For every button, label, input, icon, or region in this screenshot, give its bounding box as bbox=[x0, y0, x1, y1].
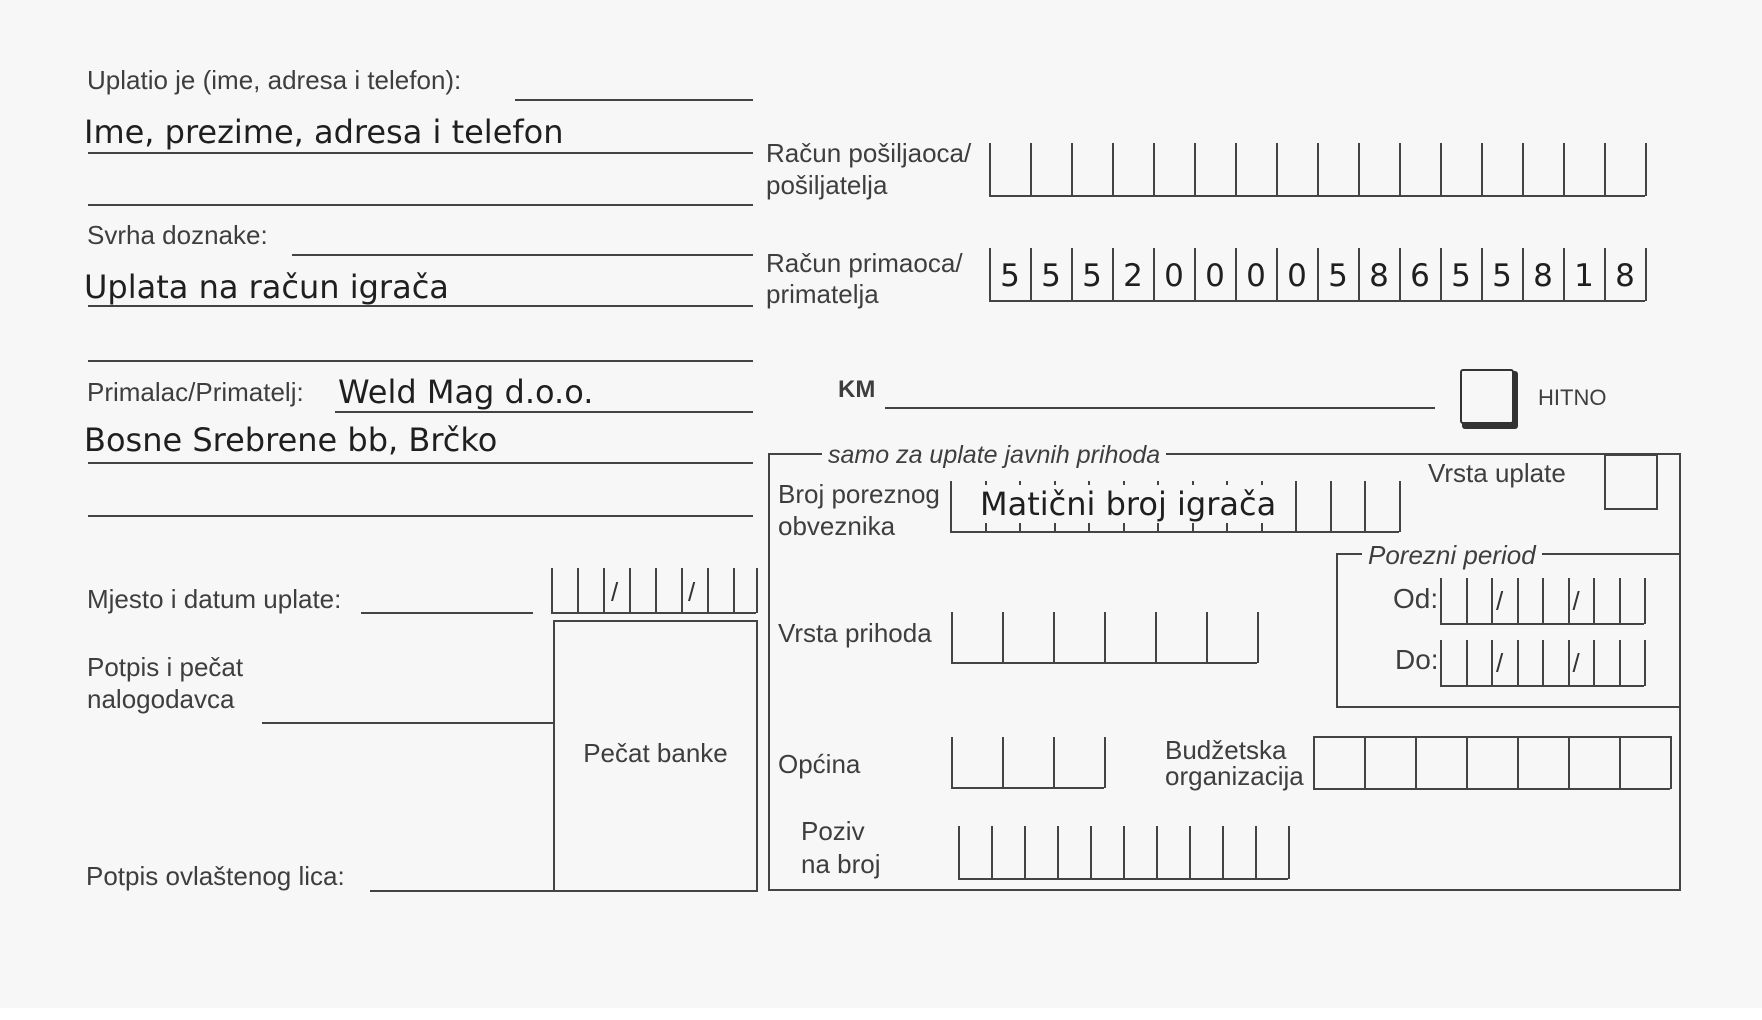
comb-divider bbox=[1491, 640, 1493, 686]
comb-divider bbox=[1619, 578, 1621, 624]
period-to-label: Do: bbox=[1395, 644, 1439, 675]
comb-divider bbox=[1112, 143, 1114, 196]
recipient-line-3 bbox=[88, 515, 753, 517]
signature-line bbox=[262, 722, 554, 724]
comb-divider bbox=[1645, 143, 1647, 196]
date-tick bbox=[577, 568, 579, 613]
place-line bbox=[361, 612, 533, 614]
date-tick bbox=[603, 568, 605, 613]
comb-divider bbox=[1257, 612, 1259, 663]
km-amount-line[interactable] bbox=[885, 407, 1435, 409]
account-digit: 0 bbox=[1164, 258, 1184, 294]
payer-line-3 bbox=[88, 204, 753, 206]
comb-divider bbox=[1645, 248, 1647, 301]
comb-topline bbox=[1313, 736, 1670, 738]
comb-divider bbox=[1517, 640, 1519, 686]
comb-divider bbox=[1593, 640, 1595, 686]
comb-divider bbox=[991, 826, 993, 879]
account-digit: 8 bbox=[1533, 258, 1553, 294]
date-slash: / bbox=[611, 577, 619, 607]
comb-divider bbox=[1568, 736, 1570, 789]
date-tick bbox=[681, 568, 683, 613]
account-digit: 5 bbox=[1000, 258, 1020, 294]
place-date-label: Mjesto i datum uplate: bbox=[87, 584, 342, 614]
recipient-label: Primalac/Primatelj: bbox=[87, 377, 304, 407]
date-tick bbox=[733, 568, 735, 613]
date-slash: / bbox=[1496, 586, 1504, 616]
comb-divider bbox=[1619, 640, 1621, 686]
comb-divider bbox=[1542, 640, 1544, 686]
budget-org-label-2: organizacija bbox=[1165, 761, 1304, 791]
recipient-account-label-2: primatelja bbox=[766, 279, 879, 309]
comb-divider bbox=[1593, 578, 1595, 624]
comb-divider bbox=[1206, 612, 1208, 663]
comb-divider bbox=[1030, 143, 1032, 196]
signature-seal-label-1: Potpis i pečat bbox=[87, 652, 244, 682]
comb-divider bbox=[1255, 826, 1257, 879]
km-label: KM bbox=[838, 376, 876, 403]
comb-divider bbox=[1317, 143, 1319, 196]
reference-label-2: na broj bbox=[801, 849, 881, 879]
purpose-value[interactable]: Uplata na račun igrača bbox=[84, 268, 449, 306]
comb-divider bbox=[1568, 640, 1570, 686]
comb-divider bbox=[1619, 736, 1621, 789]
comb-divider bbox=[1568, 578, 1570, 624]
comb-divider bbox=[1276, 143, 1278, 196]
comb-divider bbox=[1517, 578, 1519, 624]
comb-divider bbox=[1330, 481, 1332, 532]
comb-divider bbox=[1399, 143, 1401, 196]
comb-divider bbox=[1288, 826, 1290, 879]
revenue-type-label: Vrsta prihoda bbox=[778, 618, 932, 648]
comb-divider bbox=[1542, 578, 1544, 624]
budget-org-label-1: Budžetska bbox=[1165, 735, 1287, 765]
account-digit: 8 bbox=[1615, 258, 1635, 294]
sender-account-label-1: Račun pošiljaoca/ bbox=[766, 138, 972, 168]
comb-divider bbox=[951, 737, 953, 788]
date-tick bbox=[756, 568, 758, 613]
date-baseline bbox=[551, 612, 756, 614]
comb-divider bbox=[1313, 736, 1315, 789]
payer-label: Uplatio je (ime, adresa i telefon): bbox=[87, 65, 462, 95]
comb-divider bbox=[1481, 143, 1483, 196]
account-digit: 6 bbox=[1410, 258, 1430, 294]
recipient-address-value[interactable]: Bosne Srebrene bb, Brčko bbox=[84, 421, 498, 459]
period-from-label: Od: bbox=[1393, 583, 1439, 614]
account-digit: 2 bbox=[1123, 258, 1143, 294]
account-digit: 5 bbox=[1451, 258, 1471, 294]
comb-divider bbox=[951, 612, 953, 663]
comb-divider bbox=[1053, 737, 1055, 788]
account-digit: 8 bbox=[1369, 258, 1389, 294]
taxpayer-number-label-2: obveznika bbox=[778, 511, 896, 541]
payment-type-box[interactable] bbox=[1604, 454, 1658, 510]
date-tick bbox=[629, 568, 631, 613]
comb-divider bbox=[1364, 736, 1366, 789]
date-tick bbox=[655, 568, 657, 613]
comb-divider bbox=[1071, 143, 1073, 196]
comb-baseline bbox=[951, 787, 1104, 789]
municipality-label: Općina bbox=[778, 749, 861, 779]
signature-seal-label-2: nalogodavca bbox=[87, 684, 235, 714]
comb-divider bbox=[1440, 640, 1442, 686]
recipient-line-1 bbox=[335, 411, 753, 413]
payer-line-2 bbox=[88, 152, 753, 154]
date-slash: / bbox=[1572, 586, 1580, 616]
comb-divider bbox=[1522, 143, 1524, 196]
payer-value[interactable]: Ime, prezime, adresa i telefon bbox=[84, 113, 564, 151]
comb-divider bbox=[1057, 826, 1059, 879]
account-digit: 5 bbox=[1328, 258, 1348, 294]
account-digit: 0 bbox=[1246, 258, 1266, 294]
comb-divider bbox=[1466, 578, 1468, 624]
comb-divider bbox=[1440, 578, 1442, 624]
taxpayer-number-value[interactable]: Matični broj igrača bbox=[976, 485, 1280, 523]
sender-account-label-2: pošiljatelja bbox=[766, 170, 888, 200]
comb-divider bbox=[1194, 143, 1196, 196]
comb-divider bbox=[1090, 826, 1092, 879]
date-tick bbox=[707, 568, 709, 613]
comb-divider bbox=[1024, 826, 1026, 879]
account-digit: 5 bbox=[1492, 258, 1512, 294]
comb-divider bbox=[1440, 143, 1442, 196]
taxpayer-number-label-1: Broj poreznog bbox=[778, 479, 940, 509]
payer-line-1 bbox=[515, 99, 753, 101]
comb-divider bbox=[1002, 612, 1004, 663]
date-slash: / bbox=[688, 577, 696, 607]
comb-divider bbox=[1002, 737, 1004, 788]
comb-divider bbox=[1153, 143, 1155, 196]
comb-divider bbox=[1123, 826, 1125, 879]
account-digit: 5 bbox=[1041, 258, 1061, 294]
comb-divider bbox=[989, 143, 991, 196]
authorized-signature-line bbox=[370, 890, 555, 892]
comb-divider bbox=[1563, 143, 1565, 196]
comb-divider bbox=[1415, 736, 1417, 789]
urgent-checkbox-face[interactable] bbox=[1460, 369, 1514, 424]
payment-type-label: Vrsta uplate bbox=[1428, 458, 1566, 488]
comb-divider bbox=[1604, 143, 1606, 196]
comb-divider bbox=[1670, 736, 1672, 789]
comb-divider bbox=[1644, 640, 1646, 686]
comb-divider bbox=[1644, 578, 1646, 624]
comb-divider bbox=[1364, 481, 1366, 532]
tax-period-title: Porezni period bbox=[1362, 540, 1542, 570]
comb-divider bbox=[1491, 578, 1493, 624]
bank-seal-label: Pečat banke bbox=[583, 738, 728, 768]
comb-divider bbox=[1189, 826, 1191, 879]
comb-divider bbox=[1222, 826, 1224, 879]
comb-divider bbox=[1517, 736, 1519, 789]
authorized-signature-label: Potpis ovlaštenog lica: bbox=[86, 861, 345, 891]
comb-baseline bbox=[1313, 788, 1670, 790]
comb-divider bbox=[1358, 143, 1360, 196]
comb-divider bbox=[1399, 481, 1401, 532]
purpose-label: Svrha doznake: bbox=[87, 220, 268, 250]
purpose-line-1 bbox=[292, 254, 753, 256]
comb-divider bbox=[958, 826, 960, 879]
comb-divider bbox=[1053, 612, 1055, 663]
comb-divider bbox=[1104, 612, 1106, 663]
comb-divider bbox=[1156, 826, 1158, 879]
account-digit: 0 bbox=[1287, 258, 1307, 294]
purpose-line-3 bbox=[88, 360, 753, 362]
urgent-label: HITNO bbox=[1538, 385, 1607, 410]
account-digit: 1 bbox=[1574, 258, 1594, 294]
comb-divider bbox=[1466, 640, 1468, 686]
comb-divider bbox=[950, 481, 952, 532]
date-slash: / bbox=[1572, 648, 1580, 678]
recipient-account-label-1: Račun primaoca/ bbox=[766, 248, 963, 278]
purpose-line-2 bbox=[88, 305, 753, 307]
recipient-name-value[interactable]: Weld Mag d.o.o. bbox=[338, 373, 594, 411]
comb-divider bbox=[1104, 737, 1106, 788]
account-digit: 0 bbox=[1205, 258, 1225, 294]
comb-divider bbox=[1155, 612, 1157, 663]
comb-divider bbox=[1466, 736, 1468, 789]
public-revenue-title: samo za uplate javnih prihoda bbox=[822, 440, 1166, 470]
reference-label-1: Poziv bbox=[801, 816, 865, 846]
comb-divider bbox=[1235, 143, 1237, 196]
date-tick bbox=[551, 568, 553, 613]
recipient-line-2 bbox=[88, 462, 753, 464]
account-digit: 5 bbox=[1082, 258, 1102, 294]
comb-divider bbox=[1295, 481, 1297, 532]
date-slash: / bbox=[1496, 648, 1504, 678]
